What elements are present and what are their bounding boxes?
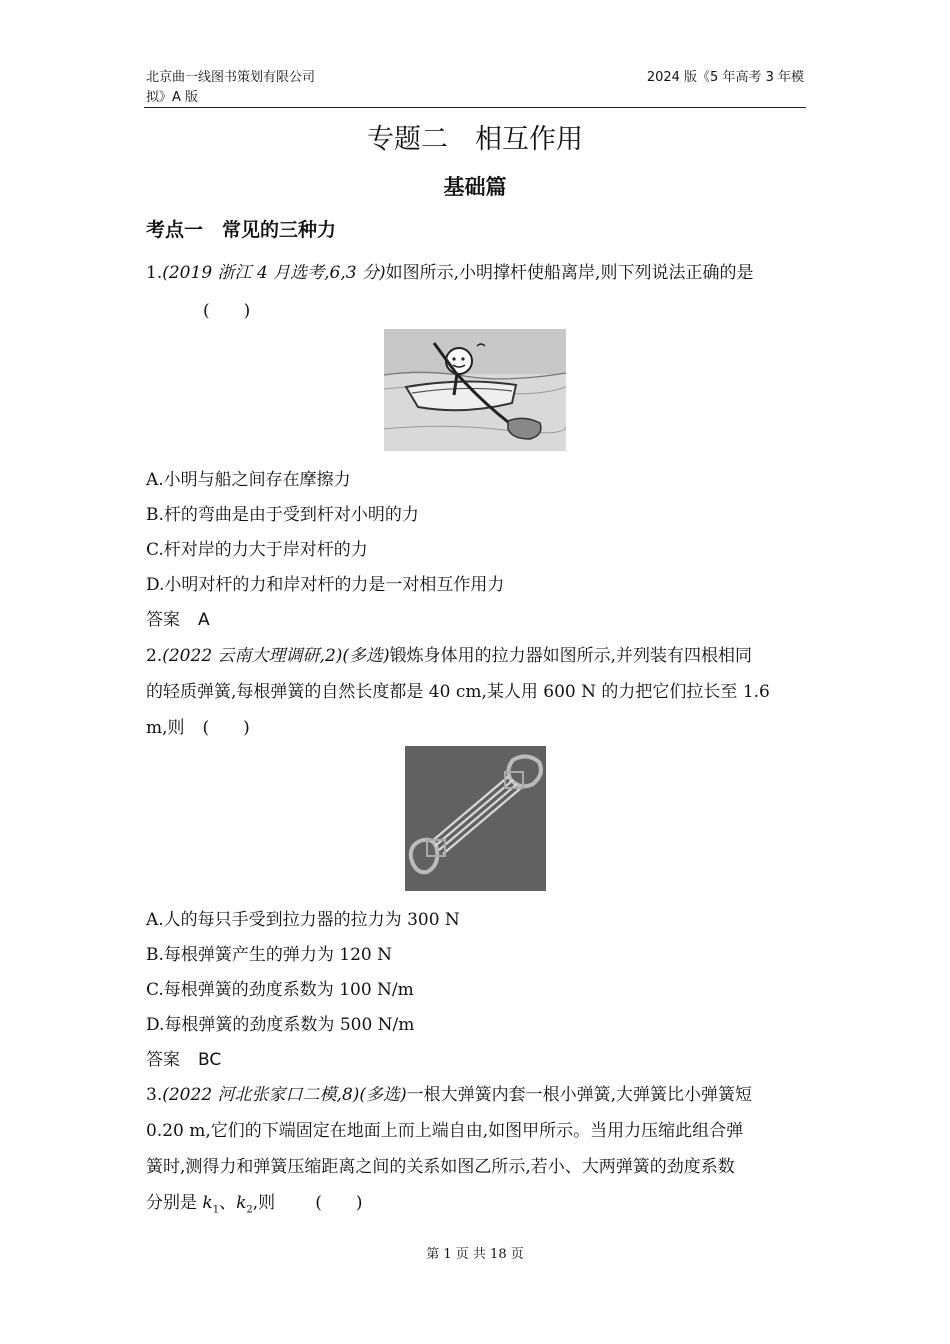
q3-k1-sub: 1 xyxy=(212,1204,220,1216)
q1-option-c: C.杆对岸的力大于岸对杆的力 xyxy=(146,540,368,560)
q2-option-d: D.每根弹簧的劲度系数为 500 N/m xyxy=(146,1015,415,1035)
page-subtitle: 基础篇 xyxy=(443,175,507,199)
header-rule xyxy=(144,107,806,108)
header-publisher xyxy=(146,68,366,108)
q2-answer-label: 答案 xyxy=(146,1050,180,1070)
page-title: 专题二 相互作用 xyxy=(367,124,583,155)
q1-option-b: B.杆的弯曲是由于受到杆对小明的力 xyxy=(146,505,419,525)
q3-stem-line4-pre: 分别是 xyxy=(146,1193,203,1213)
q2-source: (2022 云南大理调研,2)(多选) xyxy=(162,646,390,666)
q2-blank: ( ) xyxy=(202,718,250,738)
header-book-title: 2024 版《5 年高考 3 年模 xyxy=(646,70,804,85)
q1-stem xyxy=(146,258,753,283)
q1-option-a: A.小明与船之间存在摩擦力 xyxy=(146,470,351,490)
q2-answer-value: BC xyxy=(198,1050,222,1070)
q3-source: (2022 河北张家口二模,8)(多选) xyxy=(162,1085,407,1105)
q1-answer xyxy=(146,605,210,630)
q1-option-d: D.小明对杆的力和岸对杆的力是一对相互作用力 xyxy=(146,575,505,595)
q3-stem-line2: 0.20 m,它们的下端固定在地面上而上端自由,如图甲所示。当用力压缩此组合弹 xyxy=(146,1121,744,1141)
q2-option-c: C.每根弹簧的劲度系数为 100 N/m xyxy=(146,980,414,1000)
q3-stem-line3: 簧时,测得力和弹簧压缩距离之间的关系如图乙所示,若小、大两弹簧的劲度系数 xyxy=(146,1157,735,1177)
q1-blank: ( ) xyxy=(203,301,251,321)
q3-stem-line4-post: ,则 xyxy=(252,1193,276,1213)
q3-stem-line1 xyxy=(146,1080,752,1105)
q3-k1: k xyxy=(202,1193,213,1213)
page-footer: 第 1 页 共 18 页 xyxy=(426,1247,524,1262)
q2-spring-exerciser-figure xyxy=(405,746,546,891)
q3-stem-text: 一根大弹簧内套一根小弹簧,大弹簧比小弹簧短 xyxy=(406,1085,753,1105)
header-left-line1: 北京曲一线图书策划有限公司 xyxy=(146,70,316,85)
q3-separator: 、 xyxy=(219,1193,237,1213)
q2-stem-line1 xyxy=(146,641,752,666)
q2-stem-text-3: m,则 xyxy=(146,718,185,738)
q1-source: (2019 浙江 4 月选考,6,3 分) xyxy=(162,263,386,283)
section-heading: 考点一 常见的三种力 xyxy=(146,219,337,241)
q2-stem-line2: 的轻质弹簧,每根弹簧的自然长度都是 40 cm,某人用 600 N 的力把它们拉长至 1.6 xyxy=(146,682,770,702)
q3-k2-sub: 2 xyxy=(246,1204,253,1216)
q1-boat-figure xyxy=(384,329,566,451)
q1-answer-label: 答案 xyxy=(146,610,180,630)
q2-answer xyxy=(146,1045,221,1070)
q3-blank: ( ) xyxy=(315,1193,363,1213)
q3-k2: k xyxy=(236,1193,247,1213)
q1-number: 1. xyxy=(146,263,163,283)
q1-stem-text: 如图所示,小明撑杆使船离岸,则下列说法正确的是 xyxy=(385,263,754,283)
q3-stem-line4 xyxy=(146,1188,362,1215)
q3-number: 3. xyxy=(146,1085,163,1105)
q2-stem-line3 xyxy=(146,713,250,738)
q2-number: 2. xyxy=(146,646,163,666)
header-left-line2: 拟》A 版 xyxy=(146,90,199,105)
q2-option-b: B.每根弹簧产生的弹力为 120 N xyxy=(146,945,393,965)
q1-answer-value: A xyxy=(198,610,210,630)
q2-option-a: A.人的每只手受到拉力器的拉力为 300 N xyxy=(146,910,460,930)
q2-stem-text: 锻炼身体用的拉力器如图所示,并列装有四根相同 xyxy=(389,646,753,666)
